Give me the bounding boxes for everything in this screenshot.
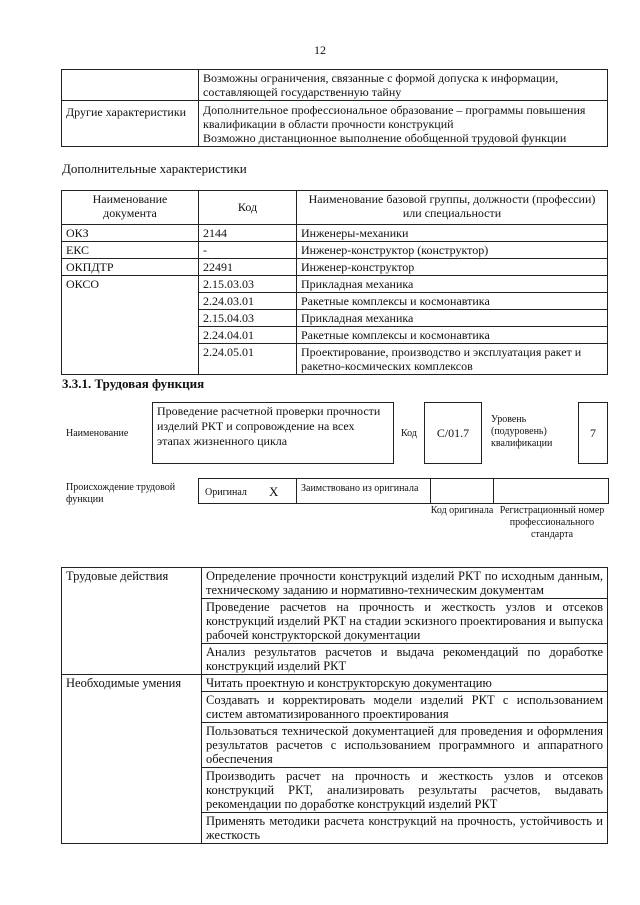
reg-caption: Регистрационный номер профессионального стандарта <box>499 505 605 540</box>
table-row <box>62 242 608 259</box>
cell-code: 2.24.03.01 <box>199 293 297 310</box>
cell-code: 2.24.05.01 <box>199 344 297 375</box>
group-label: Необходимые умения <box>62 675 202 844</box>
cell-name: Инженеры-механики <box>297 225 608 242</box>
borrowed-label: Заимствовано из оригинала <box>301 483 419 494</box>
cell-name: Инженер-конструктор (конструктор) <box>297 242 608 259</box>
list-item: Проведение расчетов на прочность и жесткость узлов и отсеков конструкций изделий РКТ на стадии эскизного проектирования и выпуска рабочей конструкторской документации <box>202 599 608 644</box>
cell-code: 2.15.04.03 <box>199 310 297 327</box>
list-item: Определение прочности конструкций изделий РКТ по исходным данным, техническому заданию и нормативно-техническим документам <box>202 568 608 599</box>
cell-name: Ракетные комплексы и космонавтика <box>297 327 608 344</box>
table-row <box>62 675 608 692</box>
function-name-box <box>152 402 394 464</box>
cell-name: Прикладная механика <box>297 310 608 327</box>
table-row <box>62 568 608 599</box>
code-label: Код <box>401 428 417 439</box>
origin-code-cell <box>430 478 494 504</box>
function-code: C/01.7 <box>436 426 470 440</box>
row-label <box>62 70 199 101</box>
cell-code: 2144 <box>199 225 297 242</box>
row-line: Дополнительное профессиональное образование – программы повышения квалификации в области прочности конструкций <box>203 103 586 131</box>
original-mark: X <box>269 484 279 499</box>
table-row <box>62 259 608 276</box>
row-label: Другие характеристики <box>62 101 199 147</box>
list-item: Применять методики расчета конструкций на прочность, устойчивость и жесткость <box>202 813 608 844</box>
code-caption: Код оригинала <box>430 505 494 516</box>
cell-name: Инженер-конструктор <box>297 259 608 276</box>
additional-title: Дополнительные характеристики <box>62 161 247 176</box>
cell-name: Ракетные комплексы и космонавтика <box>297 293 608 310</box>
top-characteristics-table <box>61 69 608 147</box>
name-label: Наименование <box>66 428 129 439</box>
level-label: Уровень (подуровень) квалификации <box>491 414 553 449</box>
borrowed-cell <box>296 478 431 504</box>
table-row <box>62 70 608 101</box>
cell-code: 22491 <box>199 259 297 276</box>
actions-table <box>61 567 608 844</box>
level-box <box>578 402 608 464</box>
cell-doc: ОКСО <box>62 276 199 375</box>
row-text: Возможны ограничения, связанные с формой допуска к информации, составляющей государственную тайну <box>199 70 608 101</box>
header-code: Код <box>199 191 297 225</box>
level-value: 7 <box>590 426 596 440</box>
group-label: Трудовые действия <box>62 568 202 675</box>
cell-doc: ОКЗ <box>62 225 199 242</box>
original-cell <box>198 478 297 504</box>
cell-name: Прикладная механика <box>297 276 608 293</box>
list-item: Анализ результатов расчетов и выдача рекомендаций по доработке конструкций изделий РКТ <box>202 644 608 675</box>
list-item: Создавать и корректировать модели изделий РКТ с использованием систем автоматизированного проектирования <box>202 692 608 723</box>
header-name: Наименование базовой группы, должности (профессии) или специальности <box>297 191 608 225</box>
cell-code: 2.24.04.01 <box>199 327 297 344</box>
function-code-box <box>424 402 482 464</box>
page-number: 12 <box>314 43 326 57</box>
cell-doc: ОКПДТР <box>62 259 199 276</box>
reg-number-cell <box>493 478 609 504</box>
header-doc: Наименование документа <box>62 191 199 225</box>
table-row <box>62 101 608 147</box>
cell-code: 2.15.03.03 <box>199 276 297 293</box>
cell-name: Проектирование, производство и эксплуатация ракет и ракетно-космических комплексов <box>297 344 608 375</box>
function-name: Проведение расчетной проверки прочности изделий РКТ и сопровождение на всех этапах жизненного цикла <box>157 404 381 448</box>
table-row <box>62 225 608 242</box>
origin-label: Происхождение трудовой функции <box>66 482 176 505</box>
table-row <box>62 276 608 293</box>
row-line: Возможно дистанционное выполнение обобщенной трудовой функции <box>203 131 567 145</box>
original-label: Оригинал <box>205 487 247 498</box>
additional-table <box>61 190 608 375</box>
cell-code: - <box>199 242 297 259</box>
section-title: 3.3.1. Трудовая функция <box>62 376 205 391</box>
list-item: Производить расчет на прочность и жесткость узлов и отсеков конструкций РКТ, анализировать результаты расчетов, выдавать рекомендации по доработке конструкций изделий РКТ <box>202 768 608 813</box>
cell-doc: ЕКС <box>62 242 199 259</box>
row-text <box>199 101 608 147</box>
list-item: Читать проектную и конструкторскую документацию <box>202 675 608 692</box>
list-item: Пользоваться технической документацией для проведения и оформления результатов расчетов с использованием программного и аппаратного обеспечения <box>202 723 608 768</box>
